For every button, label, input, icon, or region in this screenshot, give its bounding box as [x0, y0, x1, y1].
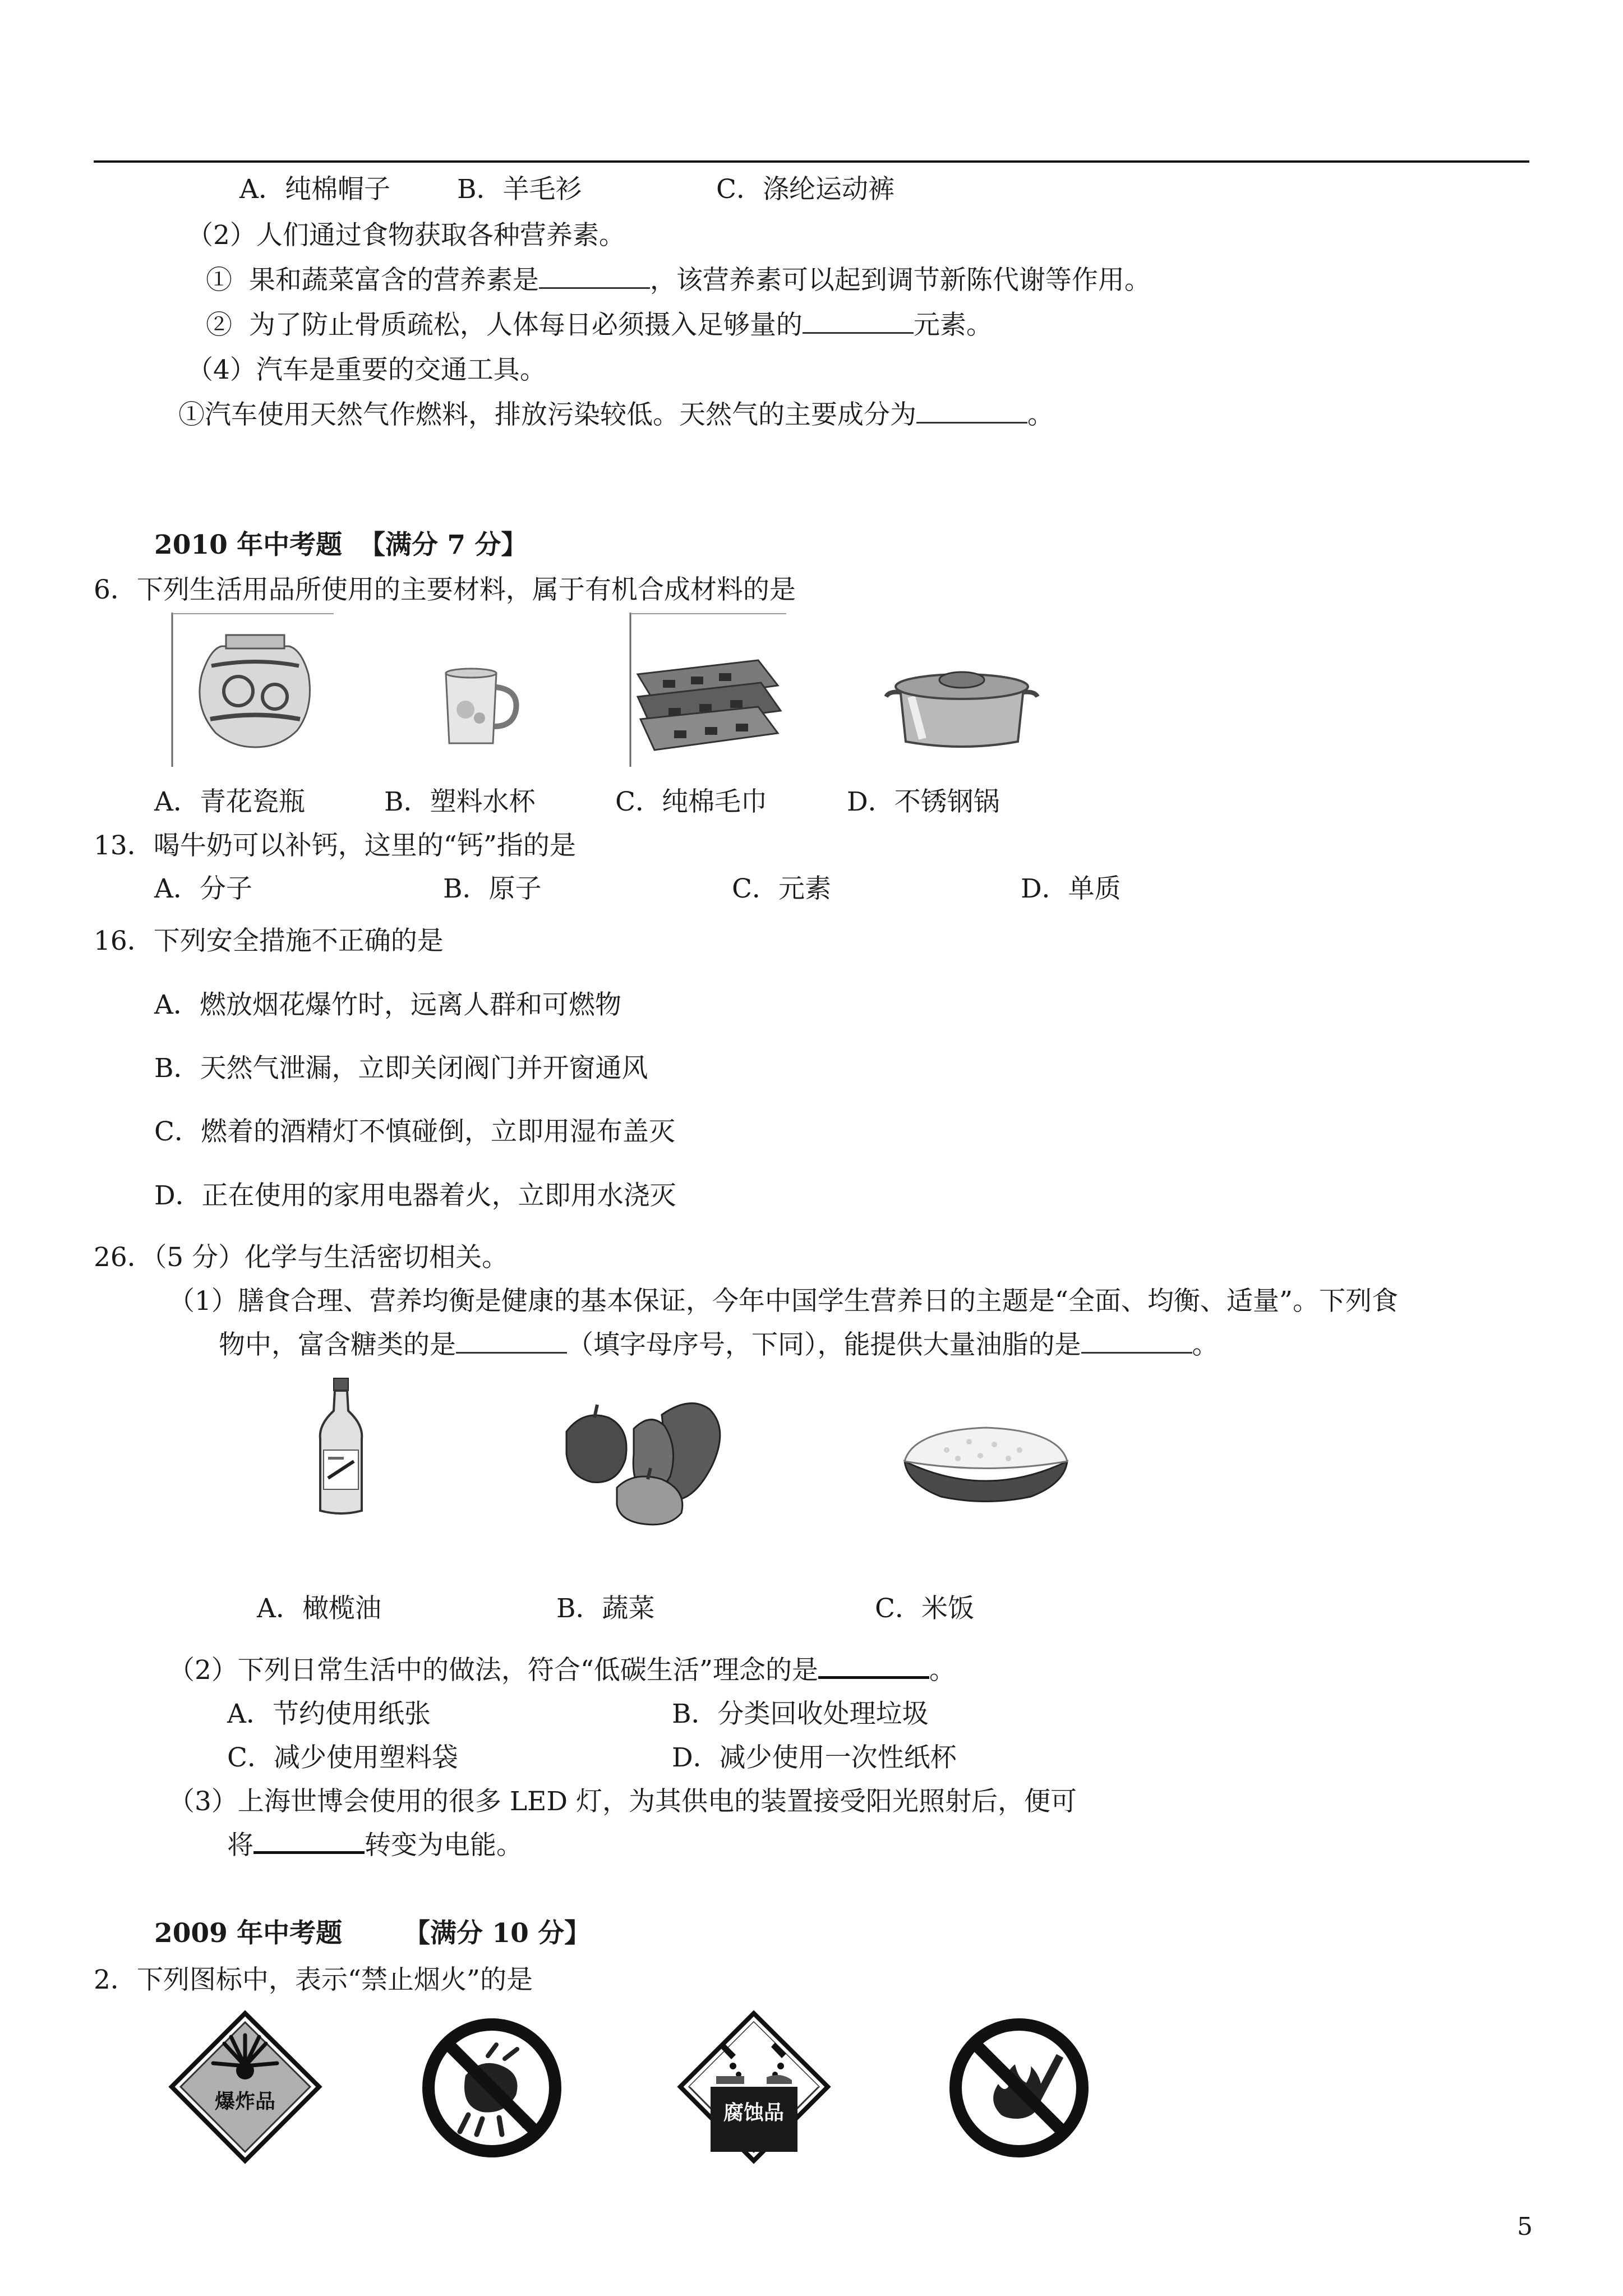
porcelain-vase-image [171, 613, 339, 767]
vegetables-image [561, 1387, 754, 1527]
question-4-1 [178, 398, 1054, 432]
corrosive-sign [677, 2010, 831, 2164]
q26-1-line2 [219, 1328, 1219, 1362]
q13-option-d: D．单质 [1021, 873, 1121, 904]
no-fire-sign [948, 2017, 1091, 2160]
question-2-1-post: ，该营养素可以起到调节新陈代谢等作用。 [649, 265, 1151, 296]
q26-2-option-d: D．减少使用一次性纸杯 [672, 1742, 957, 1773]
no-smoking-dropping-sign [421, 2017, 564, 2160]
q26-2-option-b: B．分类回收处理垃圾 [672, 1699, 929, 1729]
page-number: 5 [1517, 2212, 1533, 2241]
answer-blank[interactable] [803, 313, 914, 334]
question-2-2-pre: ② 为了防止骨质疏松，人体每日必须摄入足够量的 [206, 310, 803, 341]
food-option-b: B．蔬菜 [556, 1593, 655, 1624]
q26-1-line2-a: 物中，富含糖类的是 [219, 1329, 456, 1360]
stainless-pot-image [878, 657, 1046, 753]
q13-option-a: A．分子 [154, 873, 252, 904]
q26-2-pre: （2）下列日常生活中的做法，符合“低碳生活”理念的是 [168, 1655, 818, 1686]
explosive-sign-label: 爆炸品 [214, 2090, 276, 2113]
option-b-wool-sweater: B．羊毛衫 [457, 174, 582, 205]
q6-option-d: D．不锈钢锅 [847, 786, 1000, 817]
q26-1-line2-b: （填字母序号，下同），能提供大量油脂的是 [567, 1329, 1081, 1360]
answer-blank[interactable] [1081, 1333, 1192, 1354]
q26-2-post: 。 [929, 1655, 956, 1686]
question-2-text: （2）人们通过食物获取各种营养素。 [187, 220, 625, 251]
q26-3-post: 转变为电能。 [365, 1830, 523, 1861]
q26-2-option-a: A．节约使用纸张 [227, 1699, 431, 1729]
food-option-c: C．米饭 [875, 1593, 974, 1624]
answer-blank[interactable] [456, 1333, 567, 1354]
question-6-text: 6．下列生活用品所使用的主要材料，属于有机合成材料的是 [94, 574, 796, 605]
section-2010-score: 【满分 7 分】 [359, 530, 528, 560]
q26-3-line2 [227, 1829, 523, 1862]
option-c-polyester-pants: C．涤纶运动裤 [716, 174, 895, 205]
q16-option-a: A．燃放烟花爆竹时，远离人群和可燃物 [154, 990, 621, 1020]
explosive-sign [168, 2010, 322, 2164]
question-2-2009-text: 2．下列图标中，表示“禁止烟火”的是 [94, 1964, 533, 1995]
answer-blank[interactable] [916, 403, 1027, 424]
q26-3-line1: （3）上海世博会使用的很多 LED 灯，为其供电的装置接受阳光照射后，便可 [168, 1786, 1077, 1817]
q16-option-d: D．正在使用的家用电器着火，立即用水浇灭 [154, 1180, 676, 1211]
q6-option-a: A．青花瓷瓶 [154, 786, 305, 817]
question-4-1-post: 。 [1027, 399, 1054, 430]
olive-oil-bottle-image [316, 1377, 366, 1517]
q26-3-pre: 将 [227, 1830, 253, 1861]
q26-2-line [168, 1654, 956, 1687]
question-4-text: （4）汽车是重要的交通工具。 [187, 355, 546, 385]
question-26-text: 26．（5 分）化学与生活密切相关。 [94, 1242, 509, 1273]
question-2-2-post: 元素。 [913, 310, 993, 341]
cotton-towel-image [629, 613, 792, 767]
question-2-1 [206, 264, 1151, 297]
q13-option-b: B．原子 [443, 873, 542, 904]
question-16-text: 16．下列安全措施不正确的是 [94, 926, 444, 956]
q13-option-c: C．元素 [732, 873, 831, 904]
section-2009-score: 【满分 10 分】 [404, 1918, 591, 1949]
q6-option-b: B．塑料水杯 [384, 786, 536, 817]
q16-option-c: C．燃着的酒精灯不慎碰倒，立即用湿布盖灭 [154, 1116, 675, 1147]
q26-1-line2-c: 。 [1192, 1329, 1219, 1360]
q6-option-c: C．纯棉毛巾 [615, 786, 767, 817]
answer-blank[interactable] [253, 1832, 365, 1854]
option-a-cotton-hat: A．纯棉帽子 [239, 174, 390, 205]
question-13-text: 13．喝牛奶可以补钙，这里的“钙”指的是 [94, 830, 576, 861]
rice-bowl-image [896, 1419, 1076, 1503]
question-4-1-pre: ①汽车使用天然气作燃料，排放污染较低。天然气的主要成分为 [178, 399, 916, 430]
food-option-a: A．橄榄油 [257, 1593, 381, 1624]
section-2009-title: 2009 年中考题 [154, 1918, 343, 1949]
header-rule [94, 160, 1529, 163]
question-2-2 [206, 309, 993, 342]
answer-blank[interactable] [818, 1657, 929, 1679]
question-2-1-pre: ① 果和蔬菜富含的营养素是 [206, 265, 539, 296]
q16-option-b: B．天然气泄漏，立即关闭阀门并开窗通风 [154, 1053, 648, 1084]
corrosive-sign-label: 腐蚀品 [723, 2101, 785, 2124]
answer-blank[interactable] [539, 268, 650, 289]
section-2010-title: 2010 年中考题 [154, 530, 343, 560]
q26-2-option-c: C．减少使用塑料袋 [227, 1742, 458, 1773]
plastic-cup-image [435, 662, 524, 752]
q26-1-line1: （1）膳食合理、营养均衡是健康的基本保证，今年中国学生营养日的主题是“全面、均衡、适量”。下列食 [168, 1286, 1398, 1317]
